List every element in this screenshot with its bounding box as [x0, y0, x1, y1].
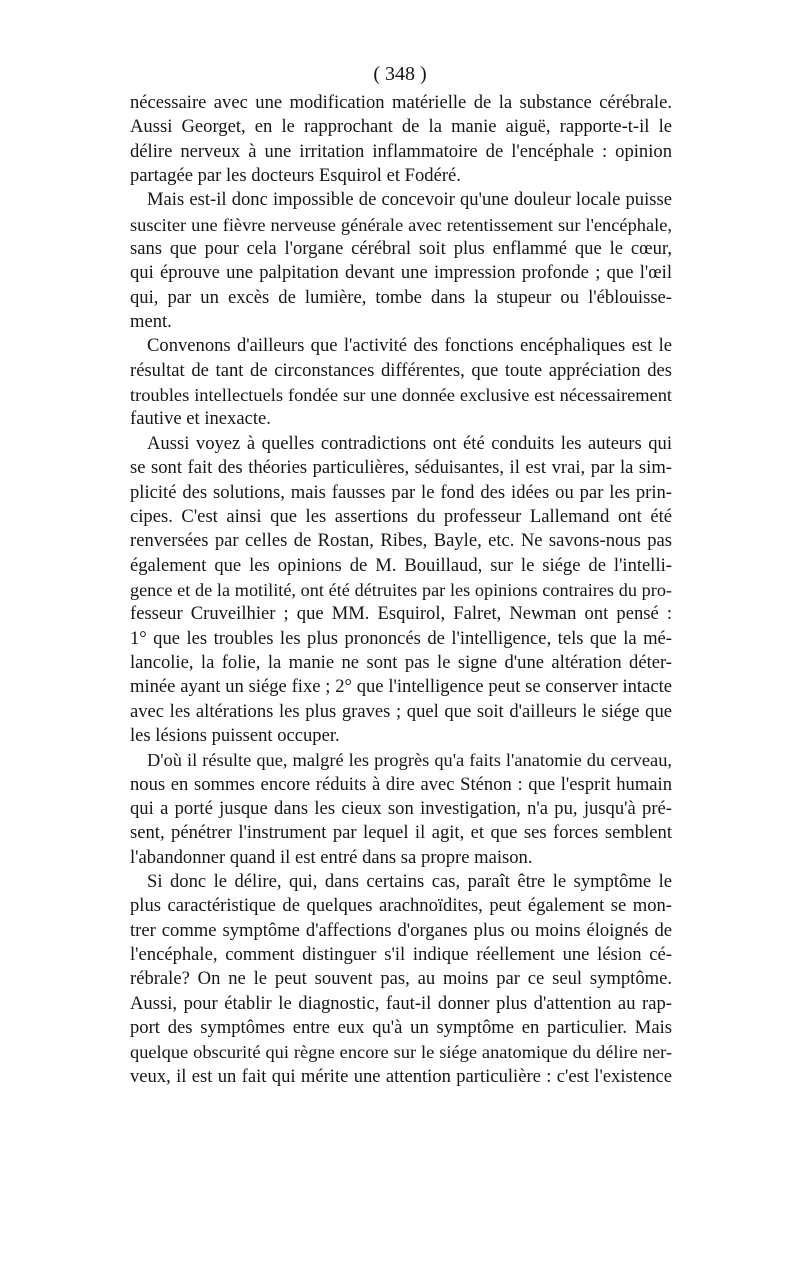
- text-line: 1° que les troubles les plus prononcés de l'intelligence, tels que la mé-: [130, 627, 672, 649]
- text-line: Aussi, pour établir le diagnostic, faut-il donner plus d'attention au rap-: [130, 992, 672, 1014]
- text-line: rébrale? On ne le peut souvent pas, au moins par ce seul symptôme.: [130, 968, 672, 990]
- page-number: ( 348 ): [373, 63, 427, 85]
- text-line: troubles intellectuels fondée sur une donnée exclusive est nécessairement: [130, 385, 672, 406]
- text-line: les lésions puissent occuper.: [130, 724, 340, 746]
- text-line: nous en sommes encore réduits à dire avec Sténon : que l'esprit humain: [130, 773, 672, 795]
- text-line: susciter une fièvre nerveuse générale avec retentissement sur l'encéphale,: [130, 214, 672, 235]
- text-line: fautive et inexacte.: [130, 408, 271, 430]
- text-line: fesseur Cruveilhier ; que MM. Esquirol, Falret, Newman ont pensé :: [130, 603, 672, 625]
- text-line: trer comme symptôme d'affections d'organes plus ou moins éloignés de: [130, 919, 672, 941]
- text-line: se sont fait des théories particulières, séduisantes, il est vrai, par la sim-: [130, 457, 672, 479]
- text-line: veux, il est un fait qui mérite une attention particulière : c'est l'existence: [130, 1065, 672, 1087]
- text-line: minée ayant un siége fixe ; 2° que l'intelligence peut se conserver intacte: [130, 676, 672, 698]
- text-line: sans que pour cela l'organe cérébral soit plus enflammé que le cœur,: [130, 238, 672, 260]
- text-line: Si donc le délire, qui, dans certains cas, paraît être le symptôme le: [147, 871, 672, 892]
- body-text: [130, 91, 672, 1089]
- text-line: quelque obscurité qui règne encore sur le siége anatomique du délire ner-: [130, 1042, 672, 1063]
- text-line: résultat de tant de circonstances différentes, que toute appréciation des: [130, 359, 672, 381]
- text-line: avec les altérations les plus graves ; quel que soit d'ailleurs le siége que: [130, 700, 672, 722]
- text-line: nécessaire avec une modification matérielle de la substance cérébrale.: [130, 92, 672, 113]
- text-line: Aussi Georget, en le rapprochant de la manie aiguë, rapporte-t-il le: [130, 116, 672, 138]
- text-line: qui, par un excès de lumière, tombe dans la stupeur ou l'éblouisse-: [130, 286, 672, 308]
- text-line: l'abandonner quand il est entré dans sa propre maison.: [130, 846, 533, 868]
- text-line: renversées par celles de Rostan, Ribes, Bayle, etc. Ne savons-nous pas: [130, 530, 672, 552]
- text-line: délire nerveux à une irritation inflammatoire de l'encéphale : opinion: [130, 140, 672, 162]
- text-line: qui éprouve une palpitation devant une impression profonde ; que l'œil: [130, 262, 672, 284]
- text-line: ment.: [130, 311, 172, 333]
- text-line: Mais est-il donc impossible de concevoir qu'une douleur locale puisse: [147, 189, 672, 211]
- text-line: plus caractéristique de quelques arachnoïdites, peut également se mon-: [130, 895, 672, 917]
- text-line: l'encéphale, comment distinguer s'il indique réellement une lésion cé-: [130, 944, 672, 966]
- text-line: Aussi voyez à quelles contradictions ont été conduits les auteurs qui: [147, 432, 672, 454]
- text-line: D'où il résulte que, malgré les progrès qu'a faits l'anatomie du cerveau,: [147, 750, 672, 771]
- text-line: cipes. C'est ainsi que les assertions du professeur Lallemand ont été: [130, 505, 672, 527]
- text-line: lancolie, la folie, la manie ne sont pas le signe d'une altération déter-: [130, 651, 672, 673]
- text-line: gence et de la motilité, ont été détruites par les opinions contraires du pro-: [130, 579, 672, 600]
- text-line: plicité des solutions, mais fausses par le fond des idées ou par les prin-: [130, 481, 672, 503]
- text-line: Convenons d'ailleurs que l'activité des fonctions encéphaliques est le: [147, 335, 672, 357]
- text-line: partagée par les docteurs Esquirol et Fodéré.: [130, 165, 461, 187]
- text-line: également que les opinions de M. Bouillaud, sur le siége de l'intelli-: [130, 554, 672, 576]
- text-line: qui a porté jusque dans les cieux son investigation, n'a pu, jusqu'à pré-: [130, 797, 672, 819]
- text-line: sent, pénétrer l'instrument par lequel il agit, et que ses forces semblent: [130, 822, 672, 844]
- text-line: port des symptômes entre eux qu'à un symptôme en particulier. Mais: [130, 1017, 672, 1039]
